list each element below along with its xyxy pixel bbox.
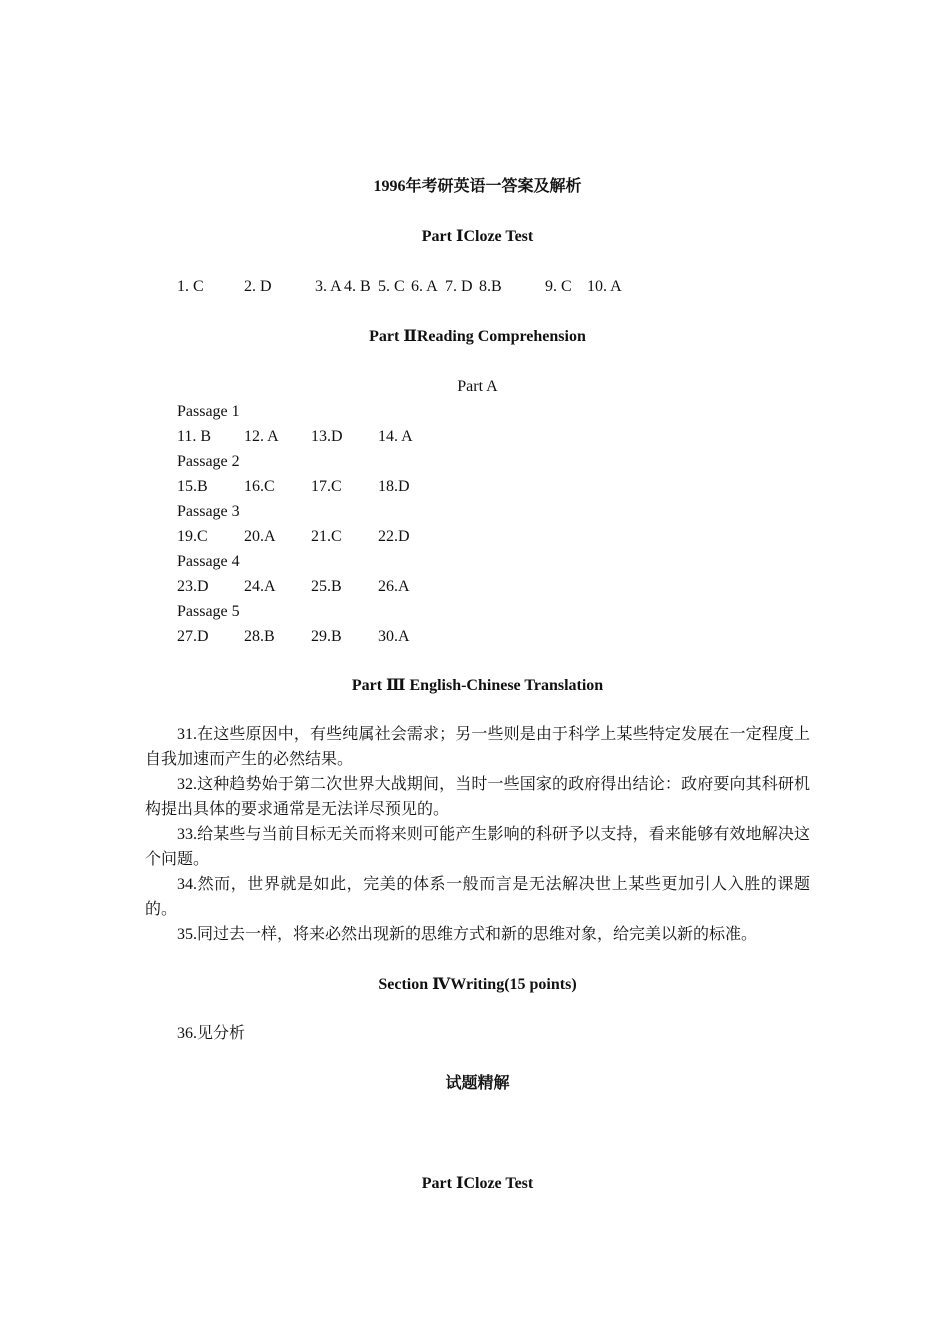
answer-3: 3. A: [315, 278, 342, 295]
part3-heading: Part Ⅲ English-Chinese Translation: [351, 677, 604, 694]
translation-31: 31.在这些原因中，有些纯属社会需求；另一些则是由于科学上某些特定发展在一定程度上自我加速而产生的必然结果。: [145, 726, 810, 768]
part1-answer-row: [177, 274, 677, 299]
part1-heading: Part ⅠCloze Test: [421, 228, 534, 245]
answer-30: 30.A: [378, 628, 410, 645]
part2-subheading: Part A: [457, 378, 498, 395]
answer-15: 15.B: [177, 478, 208, 495]
answer-1: 1. C: [177, 278, 204, 295]
answer-29: 29.B: [311, 628, 342, 645]
answer-20: 20.A: [244, 528, 276, 545]
passage-1-label: Passage 1: [177, 403, 240, 420]
translation-32: 32.这种趋势始于第二次世界大战期间，当时一些国家的政府得出结论：政府要向其科研机构提出具体的要求通常是无法详尽预见的。: [145, 776, 810, 818]
answer-28: 28.B: [244, 628, 275, 645]
part1-repeat-heading: Part ⅠCloze Test: [421, 1175, 534, 1192]
passage-4-answers: [177, 574, 477, 599]
answer-5: 5. C: [378, 278, 405, 295]
answer-8: 8.B: [479, 278, 502, 295]
passage-5-answers: [177, 624, 477, 649]
translation-33: 33.给某些与当前目标无关而将来则可能产生影响的科研予以支持，看来能够有效地解决这个问题。: [145, 826, 810, 868]
answer-25: 25.B: [311, 578, 342, 595]
translation-34: 34.然而，世界就是如此，完美的体系一般而言是无法解决世上某些更加引人入胜的课题的。: [145, 876, 810, 918]
passage-2-label: Passage 2: [177, 453, 240, 470]
part2-heading: Part ⅡReading Comprehension: [369, 328, 586, 345]
passage-2-answers: [177, 474, 477, 499]
answer-14: 14. A: [378, 428, 413, 445]
answer-19: 19.C: [177, 528, 208, 545]
answer-26: 26.A: [378, 578, 410, 595]
translation-35: 35.同过去一样，将来必然出现新的思维方式和新的思维对象，给完美以新的标准。: [177, 926, 758, 943]
passage-5-label: Passage 5: [177, 603, 240, 620]
answer-10: 10. A: [587, 278, 622, 295]
document-title: 1996年考研英语一答案及解析: [373, 178, 582, 195]
answer-7: 7. D: [445, 278, 473, 295]
answer-2: 2. D: [244, 278, 272, 295]
passage-3-label: Passage 3: [177, 503, 240, 520]
answer-24: 24.A: [244, 578, 276, 595]
answer-23: 23.D: [177, 578, 209, 595]
passage-4-label: Passage 4: [177, 553, 240, 570]
answer-22: 22.D: [378, 528, 410, 545]
answer-17: 17.C: [311, 478, 342, 495]
answer-13: 13.D: [311, 428, 343, 445]
answer-18: 18.D: [378, 478, 410, 495]
section4-heading: Section ⅣWriting(15 points): [378, 976, 577, 993]
writing-item-36: 36.见分析: [177, 1025, 246, 1042]
answer-16: 16.C: [244, 478, 275, 495]
answer-21: 21.C: [311, 528, 342, 545]
answer-9: 9. C: [545, 278, 572, 295]
answer-11: 11. B: [177, 428, 212, 445]
answer-4: 4. B: [344, 278, 371, 295]
analysis-heading: 试题精解: [445, 1075, 510, 1092]
answer-6: 6. A: [411, 278, 438, 295]
passage-3-answers: [177, 524, 477, 549]
passage-1-answers: [177, 424, 477, 449]
answer-27: 27.D: [177, 628, 209, 645]
answer-12: 12. A: [244, 428, 279, 445]
